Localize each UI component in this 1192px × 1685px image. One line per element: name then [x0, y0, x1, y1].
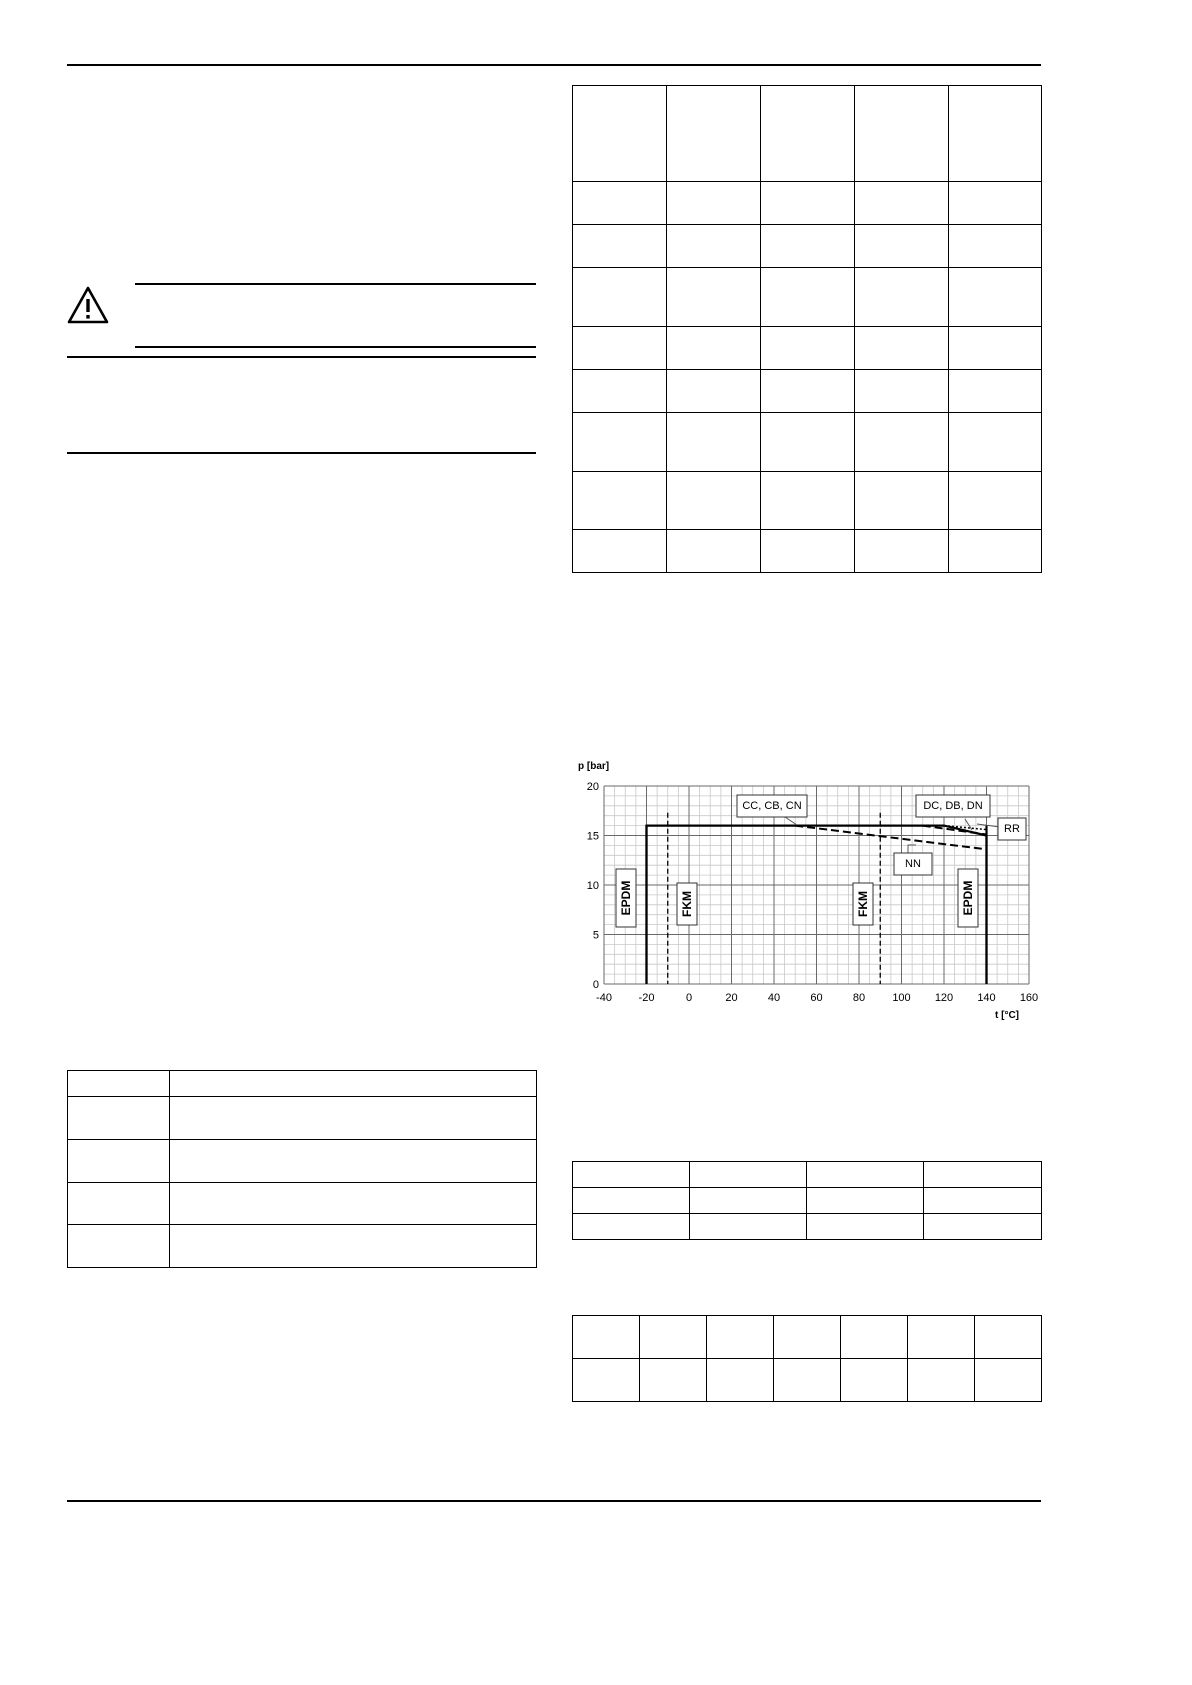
table-row	[68, 1071, 537, 1097]
table-row	[573, 1214, 1042, 1240]
data-table-wide	[572, 1315, 1042, 1402]
table-row	[573, 182, 1042, 225]
note-bottom-rule	[67, 452, 536, 454]
label-epdm-right-text: EPDM	[961, 880, 975, 916]
pressure-temperature-chart	[572, 755, 1044, 1030]
y-tick-label: 5	[592, 929, 599, 942]
table-row	[573, 370, 1042, 413]
warning-triangle-icon	[66, 285, 110, 325]
header-rule	[67, 64, 1041, 66]
data-table-main	[572, 85, 1042, 573]
x-tick-label: 160	[1019, 992, 1039, 1004]
note-top-rule	[67, 356, 536, 358]
table-row	[68, 1140, 537, 1183]
annotation-cc-cb-cn	[737, 795, 807, 817]
label-epdm-right	[958, 869, 978, 927]
warning-top-rule	[135, 283, 536, 285]
label-epdm-left-text: EPDM	[619, 880, 633, 916]
data-table-small	[572, 1161, 1042, 1240]
table-row	[573, 413, 1042, 472]
x-tick-label: 120	[934, 992, 954, 1004]
table-row	[573, 86, 1042, 182]
table-row	[68, 1225, 537, 1268]
x-tick-label: 0	[685, 992, 693, 1004]
table-row	[68, 1097, 537, 1140]
x-tick-label: 40	[767, 992, 781, 1004]
footer-rule	[67, 1500, 1041, 1502]
x-tick-label: 60	[810, 992, 823, 1004]
x-tick-label: 20	[725, 992, 738, 1004]
table-row	[573, 225, 1042, 268]
annotation-rr	[998, 818, 1026, 840]
table-row	[573, 327, 1042, 370]
annotation-cc-cb-cn-text: CC, CB, CN	[742, 800, 802, 812]
label-fkm-left	[677, 883, 697, 925]
table-row	[573, 1188, 1042, 1214]
label-fkm-right	[853, 883, 873, 925]
table-row	[573, 268, 1042, 327]
table-row	[573, 472, 1042, 530]
table-row	[573, 1316, 1042, 1359]
legend-table	[67, 1070, 537, 1268]
x-tick-label: -40	[596, 992, 612, 1004]
y-tick-label: 20	[586, 781, 599, 793]
x-axis-label: t [°C]	[995, 1010, 1019, 1021]
label-epdm-left	[616, 869, 636, 927]
annotation-nn	[894, 853, 932, 875]
x-tick-label: -20	[638, 992, 655, 1004]
table-row	[573, 530, 1042, 573]
y-tick-label: 10	[586, 880, 599, 892]
x-tick-label: 140	[977, 992, 996, 1004]
annotation-dc-db-dn	[916, 795, 990, 817]
y-axis-label: p [bar]	[578, 761, 610, 772]
warning-bottom-rule	[135, 346, 536, 348]
y-tick-label: 15	[586, 830, 599, 843]
label-fkm-left-text: FKM	[680, 891, 694, 917]
table-row	[573, 1162, 1042, 1188]
y-tick-label: 0	[592, 979, 599, 991]
x-tick-label: 100	[892, 992, 911, 1004]
table-row	[573, 1359, 1042, 1402]
annotation-nn-text: NN	[905, 858, 921, 870]
table-row	[68, 1183, 537, 1225]
x-tick-label: 80	[852, 992, 866, 1004]
annotation-dc-db-dn-text: DC, DB, DN	[923, 800, 983, 812]
label-fkm-right-text: FKM	[856, 891, 870, 917]
annotation-rr-text: RR	[1004, 823, 1020, 835]
